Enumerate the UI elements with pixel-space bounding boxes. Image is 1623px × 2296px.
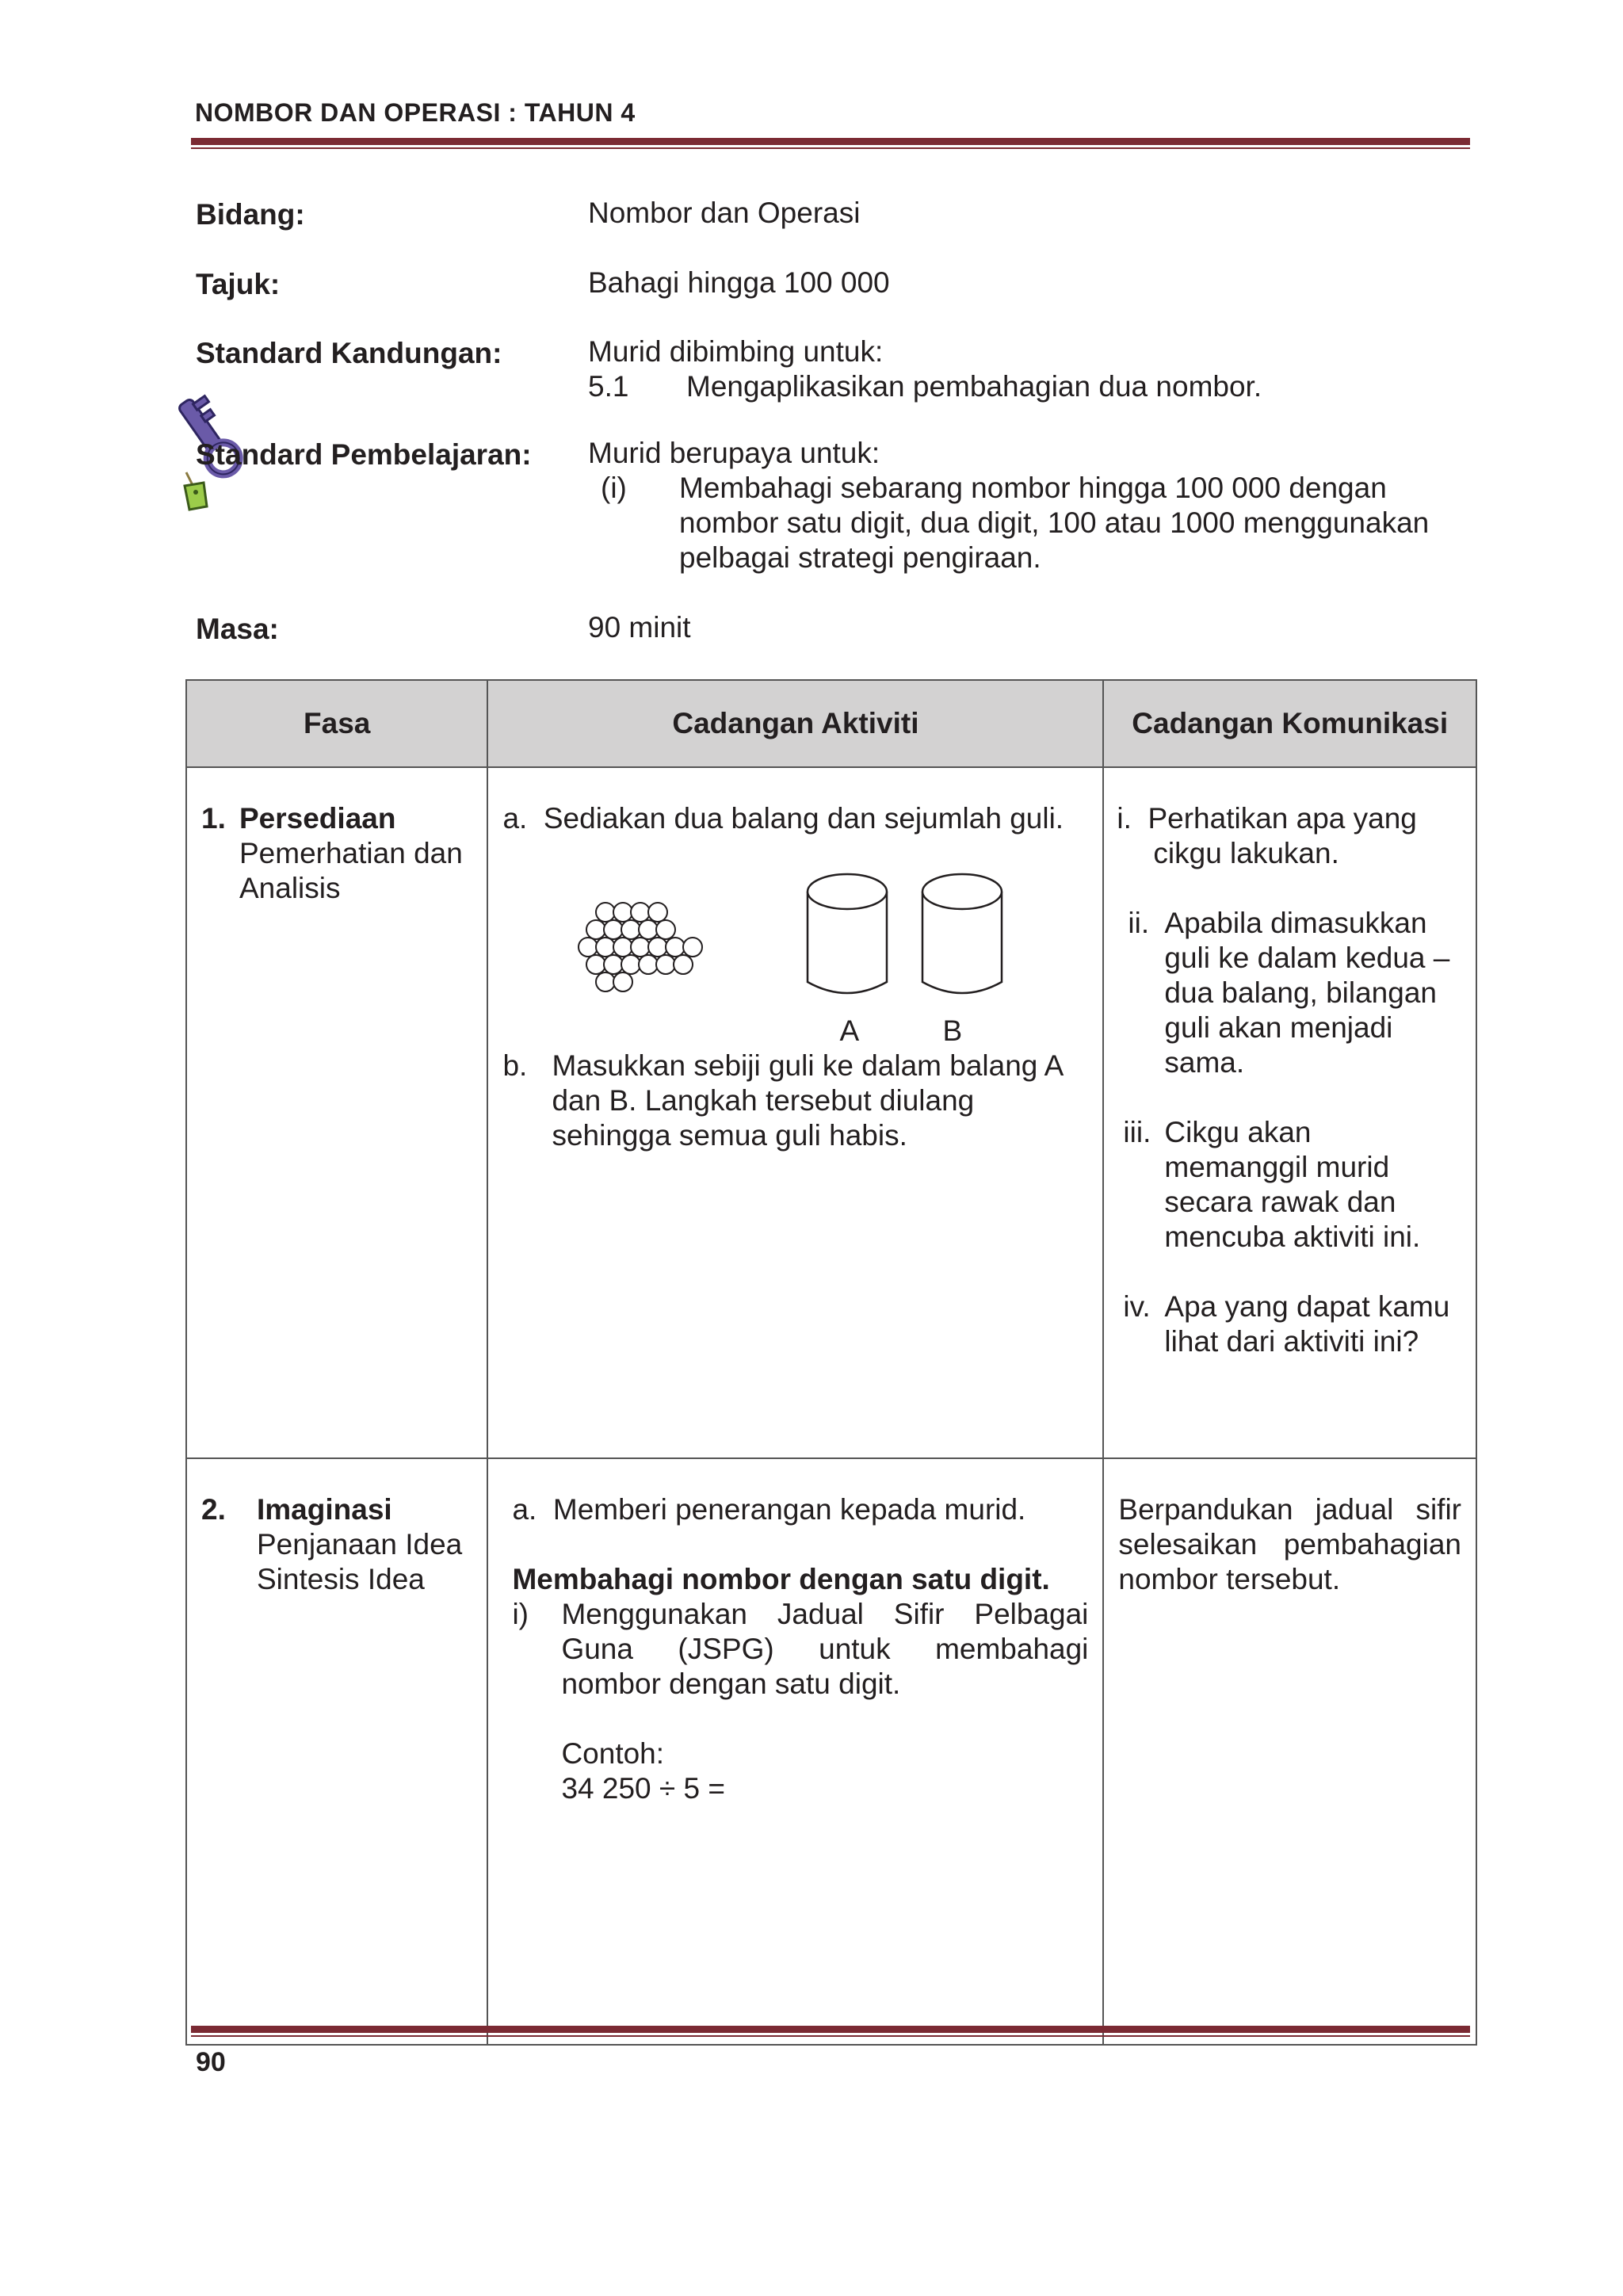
- activity-heading: Membahagi nombor dengan satu digit.: [512, 1563, 1050, 1595]
- header-cadangan-aktiviti: Cadangan Aktiviti: [487, 680, 1103, 767]
- komunikasi-text: selesaikan pembahagian: [1118, 1528, 1461, 1561]
- bidang-value: Nombor dan Operasi: [588, 197, 861, 229]
- komunikasi-item-iii: iii. Cikgu akan memanggil murid secara rawak dan mencuba aktiviti ini.: [1123, 1116, 1421, 1253]
- standard-kandungan-value: Murid dibimbing untuk: 5.1 Mengaplikasikan pembahagian dua nombor.: [588, 335, 1262, 403]
- komunikasi-item-iv: iv. Apa yang dapat kamu lihat dari aktiviti ini?: [1123, 1290, 1450, 1358]
- komunikasi-item-i: i. Perhatikan apa yang cikgu lakukan.: [1117, 802, 1417, 869]
- activity-i: i) Menggunakan Jadual Sifir Pelbagai Guna (JSPG) untuk membahagi nombor dengan satu digit. Contoh: 34 250 ÷ 5 =: [512, 1598, 1089, 1805]
- example-expression: 34 250 ÷ 5 =: [561, 1772, 725, 1805]
- aktiviti-cell: [487, 767, 1103, 1458]
- komunikasi-cell: [1103, 767, 1476, 1458]
- page-header-title: NOMBOR DAN OPERASI : TAHUN 4: [195, 98, 636, 127]
- fasa-cell: [186, 1458, 487, 2045]
- activity-a: a. Memberi penerangan kepada murid.: [512, 1493, 1026, 1526]
- tajuk-value: Bahagi hingga 100 000: [588, 266, 890, 299]
- fasa-title: Persediaan: [239, 802, 396, 835]
- fasa-number: 1.: [201, 802, 226, 835]
- aktiviti-cell: [487, 1458, 1103, 2045]
- contoh-label: Contoh:: [561, 1737, 665, 1770]
- marbles-illustration: [574, 896, 732, 1007]
- activity-b: b. Masukkan sebiji guli ke dalam balang A dan B. Langkah tersebut diulang sehingga semua guli habis.: [502, 1049, 1064, 1152]
- fasa-cell: [186, 767, 487, 1458]
- footer-rule: [191, 2026, 1470, 2037]
- jar-a-label: A: [839, 1014, 860, 1047]
- standard-kandungan-label: Standard Kandungan:: [196, 337, 502, 369]
- table-header-row: [186, 680, 1476, 767]
- header-fasa: Fasa: [186, 680, 487, 767]
- komunikasi-text: Berpandukan jadual sifir: [1118, 1493, 1461, 1526]
- table-row: [186, 767, 1476, 1458]
- fasa-number: 2.: [201, 1493, 226, 1526]
- bidang-label: Bidang:: [196, 198, 305, 231]
- fasa-subtitle: Pemerhatian dan: [239, 837, 463, 869]
- jar-b-label: B: [942, 1014, 963, 1047]
- activity-a: a. Sediakan dua balang dan sejumlah guli.: [502, 802, 1064, 835]
- fasa-subtitle: Analisis: [239, 872, 341, 904]
- komunikasi-cell: [1103, 1458, 1476, 2045]
- masa-value: 90 minit: [588, 611, 691, 644]
- masa-label: Masa:: [196, 613, 279, 645]
- fasa-title: Imaginasi: [257, 1493, 392, 1526]
- header-cadangan-komunikasi: Cadangan Komunikasi: [1103, 680, 1476, 767]
- fasa-subtitle: Penjanaan Idea: [257, 1528, 463, 1561]
- jar-illustration: [800, 871, 1029, 1006]
- tajuk-label: Tajuk:: [196, 268, 281, 300]
- header-rule: [191, 138, 1470, 149]
- komunikasi-item-ii: ii. Apabila dimasukkan guli ke dalam kedua – dua balang, bilangan guli akan menjadi sama.: [1128, 907, 1450, 1079]
- fasa-subtitle: Sintesis Idea: [257, 1563, 425, 1595]
- page-number: 90: [196, 2047, 226, 2077]
- lesson-table: [185, 679, 1477, 2046]
- table-row: [186, 1458, 1476, 2045]
- standard-pembelajaran-value: Murid berupaya untuk: (i) Membahagi sebarang nombor hingga 100 000 dengan nombor satu digit, dua digit, 100 atau 1000 menggunakan pelbagai strategi pengiraan.: [588, 437, 1430, 574]
- komunikasi-text: nombor tersebut.: [1118, 1563, 1341, 1595]
- standard-pembelajaran-label: Standard Pembelajaran:: [196, 438, 532, 471]
